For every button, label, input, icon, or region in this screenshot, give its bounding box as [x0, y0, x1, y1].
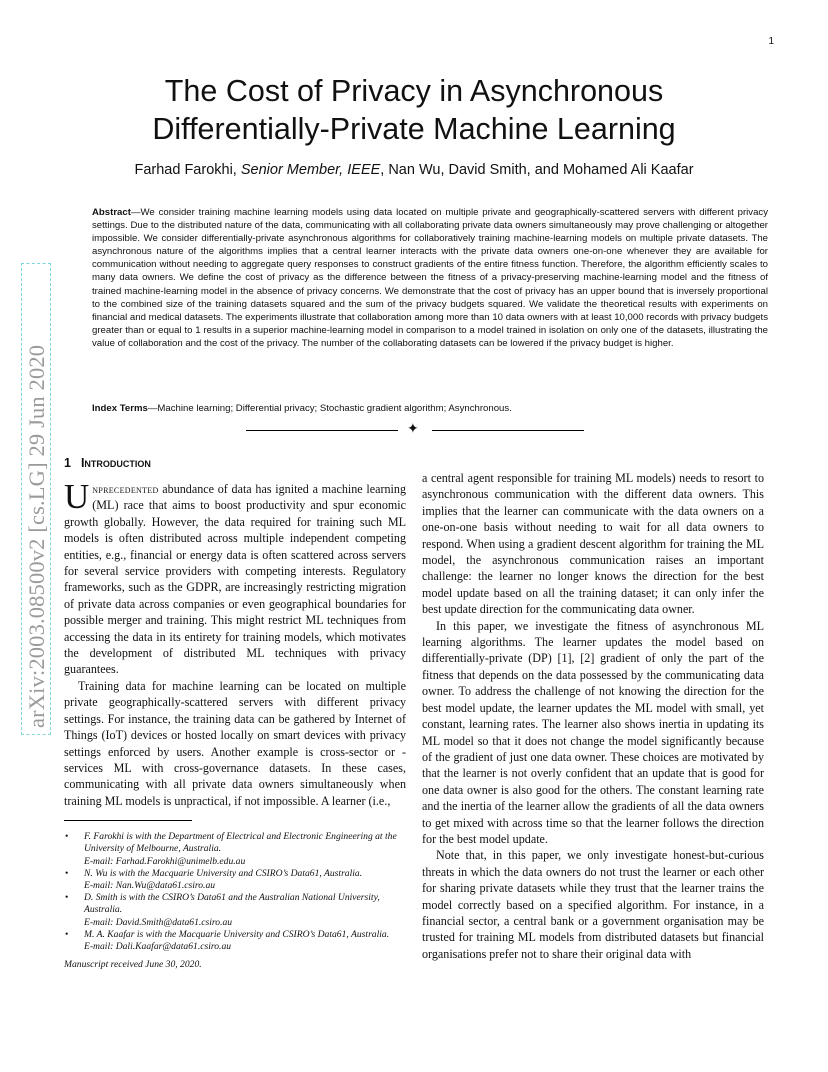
- footnote-email: E-mail: Dali.Kaafar@data61.csiro.au: [84, 940, 232, 952]
- footnote-rule: [64, 820, 192, 821]
- authors-part-2: , Nan Wu, David Smith, and Mohamed Ali Kaafar: [380, 162, 694, 178]
- intro-paragraph-1: [64, 477, 406, 678]
- intro-paragraph-1-text: abundance of data has ignited a machine learning (ML) race that aims to boost productivity and spur economic growth globally. However, the data required for training such ML models is often distributed across multiple independent competing entities, e.g., financial or energy data is often scattered across servers for several service providers with competing interests. Regulatory frameworks, such as the GDPR, are increasingly restricting migration of private data across companies or even geographical boundaries for possible merger and training. This might restrict ML techniques from accessing the data in its entirety for training models, which motivates the development of distributed ML techniques with privacy guarantees.: [64, 482, 406, 677]
- abstract: [92, 206, 768, 350]
- footnote-email: E-mail: Farhad.Farokhi@unimelb.edu.au: [84, 855, 246, 867]
- footnote-email: E-mail: David.Smith@data61.csiro.au: [84, 916, 233, 928]
- intro-paragraph-5: Note that, in this paper, we only investigate honest-but-curious threats in which the data owners do not trust the learner or each other for sharing private datasets while they trust that the learner trains the model correctly based on a specified algorithm. For instance, in a financial sector, a central bank or a government organisation may be trusted for training ML models from distributed datasets but financial organisations prefer not to share their original data with: [422, 848, 764, 961]
- footnote-item: [64, 929, 406, 953]
- section-heading: [64, 455, 406, 471]
- section-title: Introduction: [80, 456, 151, 470]
- footnote-affiliation: D. Smith is with the CSIRO’s Data61 and the Australian National University, Australia.: [84, 892, 380, 916]
- abstract-text: —We consider training machine learning models using data located on multiple private and geographically-scattered servers with different privacy settings. Due to the distributed nature of the data, communicating with all collaborating private data owners simultaneously may prove challenging or altogether impossible. We consider differentially-private asynchronous algorithms for collaboratively training machine-learning models on multiple private datasets. The asynchronous nature of the algorithms implies that a central learner interacts with the private data owners one-on-one whenever they are available for communication without needing to aggregate query responses to construct gradients of the entire fitness function. Therefore, the algorithm efficiently scales to many data owners. We define the cost of privacy as the difference between the fitness of a privacy-preserving machine-learning model and the fitness of trained machine-learning model in the absence of privacy concerns. We demonstrate that the cost of privacy has an upper bound that is inversely proportional to the combined size of the training datasets squared and the sum of the privacy budgets squared. We validate the theoretical results with experiments on financial and medical datasets. The experiments illustrate that collaboration among more than 10 data owners with at least 10,000 records with privacy budgets greater than or equal to 1 results in a superior machine-learning model in comparison to a model trained in isolation on only one of the datasets, illustrating the value of collaboration and the cost of the privacy. The number of the collaborating datasets can be lowered if the privacy budget is higher.: [92, 207, 768, 349]
- right-column: [422, 470, 764, 962]
- bullet-icon: •: [65, 892, 69, 904]
- intro-paragraph-3: a central agent responsible for training ML models) needs to resort to asynchronous communication with the different data owners. This implies that the learner can communicate with the data owners on a one-on-one basis without needing to wait for all data owners to respond. When using a gradient descent algorithm for training the ML model, the asynchronous communication raises an important challenge: the learner no longer knows the direction for the best model update based on all the training dataset; it can only infer the best update direction for the communicating data owner.: [422, 471, 764, 617]
- author-affiliations: [64, 831, 406, 953]
- abstract-label: Abstract: [92, 207, 131, 218]
- bullet-icon: •: [65, 831, 69, 843]
- separator-line-right: [432, 430, 584, 431]
- page-number: 1: [768, 36, 774, 47]
- bullet-icon: •: [65, 928, 69, 940]
- title-line-1: The Cost of Privacy in Asynchronous: [164, 74, 664, 108]
- intro-paragraph-2: Training data for machine learning can be located on multiple private geographically-scattered servers with different privacy settings. For instance, the training data can be gathered by Internet of Things (IoT) devices or hosted locally on smart devices with privacy settings enforced by users. Another example is cross-sector or -services ML with cross-governance datasets. In these cases, communicating with all private data owners simultaneously when training ML models is unpractical, if not impossible. A learner (i.e.,: [64, 678, 406, 808]
- author-list: [64, 162, 764, 178]
- section-separator: [246, 422, 584, 437]
- footnote-item: [64, 831, 406, 868]
- index-terms-label: Index Terms: [92, 403, 148, 414]
- paper-title: [64, 72, 764, 148]
- footnote-affiliation: N. Wu is with the Macquarie University and CSIRO’s Data61, Australia.: [84, 867, 363, 879]
- intro-paragraph-4: In this paper, we investigate the fitness of asynchronous ML learning algorithms. The learner updates the model based on differentially-private (DP) [1], [2] gradient of only the part of the fitness that depends on the data possessed by the communicating data owner. To address the challenge of not knowing the direction for the best model update, the learner updates the ML model with small, yet constant, learning rates. The learner also shows inertia in updating its ML model so that it does not change the model significantly because of the gradient of just one data owner. These choices are motivated by that the learner is not overly confident that an update that is good for one data owner is also good for the others. The constant learning rate and the inertia of the learner allow the gradients of all the data owners to get mixed with across time so that the learner follows the direction for the best model update.: [422, 618, 764, 846]
- drop-cap-letter: U: [64, 477, 90, 516]
- authors-part-1: Farhad Farokhi,: [134, 162, 241, 178]
- intro-first-word: nprecedented: [92, 482, 159, 496]
- separator-ornament-icon: ✦: [407, 422, 419, 437]
- section-number: 1: [64, 456, 71, 470]
- title-line-2: Differentially-Private Machine Learning: [152, 112, 676, 146]
- manuscript-note: Manuscript received June 30, 2020.: [64, 959, 202, 971]
- index-terms-text: —Machine learning; Differential privacy; Stochastic gradient algorithm; Asynchronous.: [147, 403, 512, 414]
- footnote-affiliation: F. Farokhi is with the Department of Electrical and Electronic Engineering at the University of Melbourne, Australia.: [84, 831, 397, 855]
- footnote-item: [64, 868, 406, 892]
- left-column: [64, 455, 406, 971]
- footnote-email: E-mail: Nan.Wu@data61.csiro.au: [84, 879, 216, 891]
- separator-line-left: [246, 430, 398, 431]
- bullet-icon: •: [65, 867, 69, 879]
- author-role: Senior Member, IEEE: [240, 162, 381, 178]
- arxiv-identifier-stamp: arXiv:2003.08500v2 [cs.LG] 29 Jun 2020: [21, 263, 51, 735]
- footnote-affiliation: M. A. Kaafar is with the Macquarie University and CSIRO’s Data61, Australia.: [84, 928, 390, 940]
- footnote-item: [64, 892, 406, 929]
- index-terms: [92, 402, 768, 415]
